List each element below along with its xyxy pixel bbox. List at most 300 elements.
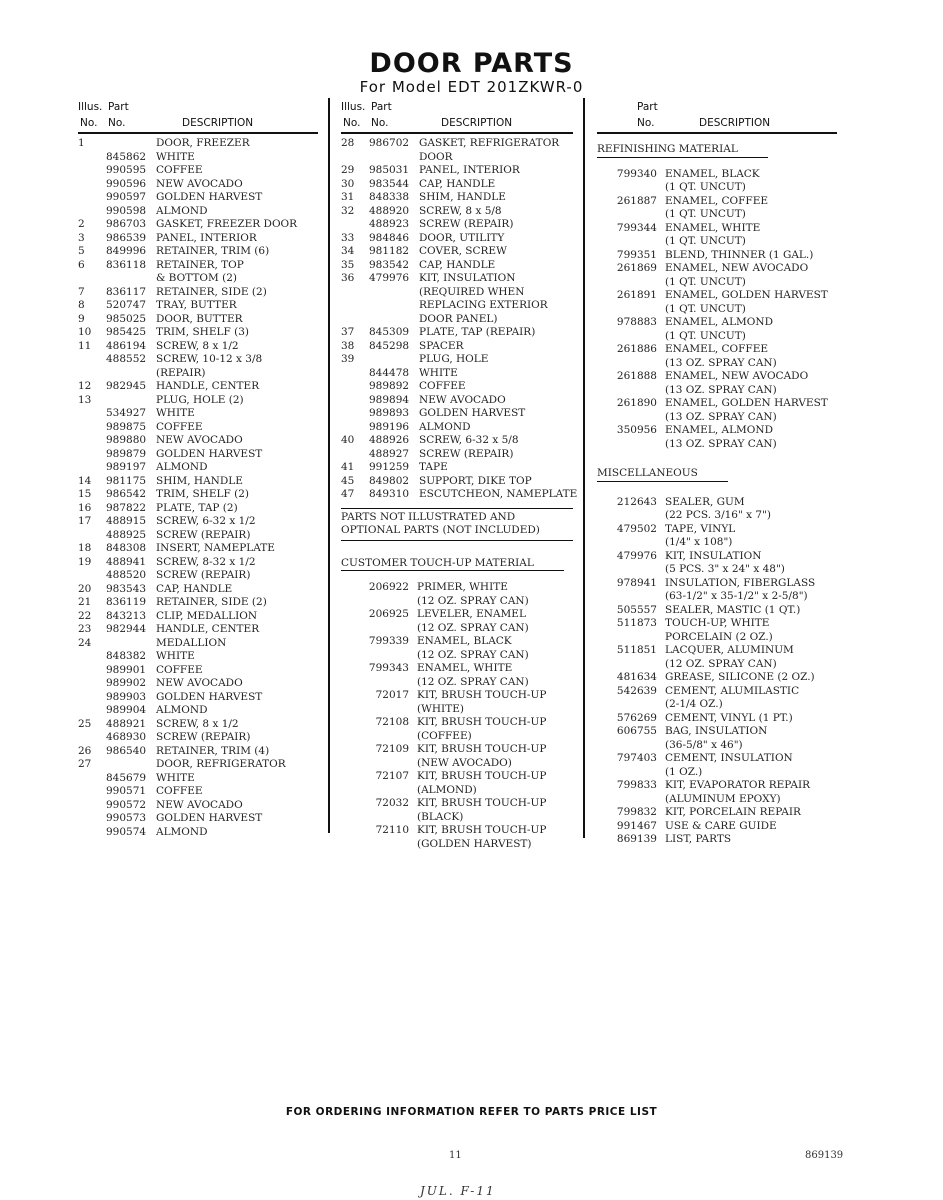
part-description: ENAMEL, BLACK [665, 167, 760, 180]
part-number: 511851 [616, 644, 657, 656]
illus-number [78, 691, 106, 705]
part-number: 989903 [106, 690, 147, 703]
part-description: GREASE, SILICONE (2 OZ.) [665, 671, 815, 683]
model-subtitle: For Model EDT 201ZKWR-0 [359, 78, 584, 96]
illus-number: 8 [78, 299, 85, 311]
table-row [597, 343, 837, 357]
part-number: 869139 [616, 833, 657, 845]
table-row [341, 838, 573, 852]
refinishing-list [597, 168, 837, 452]
table-row [78, 164, 318, 178]
table-row [341, 811, 573, 825]
part-description: LACQUER, ALUMINUM [665, 644, 794, 656]
illus-number [341, 367, 369, 381]
table-row [78, 596, 318, 610]
illus-number [78, 407, 106, 421]
illus-number: 17 [78, 515, 92, 527]
part-number [106, 367, 156, 381]
part-number: 849310 [369, 488, 410, 500]
part-description: (13 OZ. SPRAY CAN) [665, 383, 777, 396]
illus-number: 5 [78, 245, 85, 257]
part-description: ENAMEL, ALMOND [665, 316, 774, 328]
illus-number: 9 [78, 312, 85, 325]
illus-number [78, 151, 106, 165]
part-number [597, 181, 665, 195]
table-row [597, 438, 837, 452]
table-row [78, 502, 318, 516]
table-row [341, 164, 573, 178]
table-row [341, 608, 573, 622]
part-description: LIST, PARTS [665, 833, 732, 845]
table-row [78, 313, 318, 327]
part-description: NEW AVOCADO [156, 677, 243, 689]
illus-number [78, 704, 106, 718]
illus-number: 39 [341, 353, 355, 365]
part-description: (ALMOND) [417, 783, 477, 796]
part-number: 261886 [616, 343, 657, 355]
table-row [597, 249, 837, 263]
touchup-section-heading: CUSTOMER TOUCH-UP MATERIAL [341, 557, 564, 572]
part-number: 982945 [106, 380, 147, 392]
illus-number: 25 [78, 717, 92, 730]
part-number: 990572 [106, 798, 147, 811]
part-description: ENAMEL, BLACK [417, 635, 512, 647]
part-number: 72032 [375, 797, 409, 809]
part-number [341, 784, 417, 798]
part-number [597, 590, 665, 604]
table-row [78, 718, 318, 732]
table-row [597, 644, 837, 658]
part-description: (13 OZ. SPRAY CAN) [665, 410, 777, 423]
illus-number [78, 677, 106, 691]
part-description: DOOR, UTILITY [419, 231, 505, 244]
parts-column-2 [341, 100, 578, 851]
part-description: SCREW, 6-32 x 5/8 [419, 434, 519, 446]
column-header [341, 100, 573, 132]
table-row [341, 286, 573, 300]
part-description: & BOTTOM (2) [156, 272, 237, 284]
part-number [106, 394, 156, 408]
table-row [597, 208, 837, 222]
part-number: 989196 [369, 420, 410, 433]
table-row [341, 716, 573, 730]
column-divider [583, 98, 585, 838]
part-number: 479976 [616, 549, 657, 562]
part-number: 991259 [369, 461, 410, 473]
table-row [341, 421, 573, 435]
illus-number: 16 [78, 501, 92, 514]
part-description: ENAMEL, ALMOND [665, 424, 774, 436]
part-description: CEMENT, INSULATION [665, 752, 793, 764]
part-description: SCREW (REPAIR) [419, 447, 514, 460]
part-description: REPLACING EXTERIOR [419, 299, 548, 311]
ordering-info-note: FOR ORDERING INFORMATION REFER TO PARTS PRICE LIST [285, 1106, 658, 1118]
table-row [341, 689, 573, 703]
part-description: SCREW (REPAIR) [156, 731, 251, 743]
table-row [597, 384, 837, 398]
table-row [341, 662, 573, 676]
illus-number [78, 772, 106, 786]
table-row [597, 590, 837, 604]
part-number [106, 637, 156, 651]
illus-number [78, 367, 106, 381]
touchup-list [341, 581, 573, 851]
part-description: ENAMEL, GOLDEN HARVEST [665, 289, 828, 301]
part-number: 849802 [369, 474, 410, 487]
column-header [597, 100, 837, 132]
part-number: 799344 [616, 221, 657, 234]
table-row [78, 151, 318, 165]
part-description: GOLDEN HARVEST [156, 812, 263, 824]
part-description: KIT, BRUSH TOUCH-UP [417, 824, 547, 836]
part-number: 836117 [106, 285, 147, 298]
part-description: USE & CARE GUIDE [665, 819, 777, 832]
part-description: WHITE [156, 650, 195, 662]
part-number: 991467 [616, 819, 657, 832]
illus-number: 15 [78, 488, 92, 500]
table-row [78, 326, 318, 340]
part-description: COFFEE [156, 164, 203, 176]
table-row [78, 245, 318, 259]
table-row [597, 370, 837, 384]
illus-header-label: Illus. [341, 101, 366, 113]
table-row [341, 313, 573, 327]
parts-column-3 [597, 100, 837, 847]
part-number [597, 208, 665, 222]
part-description: TRAY, BUTTER [156, 299, 237, 311]
table-row [341, 595, 573, 609]
part-number [341, 703, 417, 717]
table-row [597, 779, 837, 793]
table-row [341, 340, 573, 354]
illus-number [341, 407, 369, 421]
table-row [78, 340, 318, 354]
part-description: WHITE [156, 407, 195, 419]
illus-number [341, 151, 369, 165]
part-description: (NEW AVOCADO) [417, 756, 512, 769]
part-number: 488925 [106, 528, 147, 541]
part-description: (BLACK) [417, 810, 464, 823]
part-description: SCREW (REPAIR) [419, 218, 514, 230]
part-number: 981175 [106, 474, 147, 487]
table-row [78, 650, 318, 664]
part-number [341, 595, 417, 609]
part-description: SCREW (REPAIR) [156, 569, 251, 581]
part-description: HANDLE, CENTER [156, 623, 260, 635]
part-number: 261869 [616, 262, 657, 274]
part-number [106, 137, 156, 151]
part-description: GOLDEN HARVEST [419, 407, 526, 419]
part-description: CLIP, MEDALLION [156, 609, 258, 622]
table-row [341, 461, 573, 475]
illus-number: 20 [78, 582, 92, 595]
table-row [597, 563, 837, 577]
table-row [341, 191, 573, 205]
illus-number [78, 272, 106, 286]
table-row [597, 168, 837, 182]
part-number [597, 536, 665, 550]
part-number [597, 698, 665, 712]
illus-header-label: Illus. [78, 101, 103, 113]
illus-number: 22 [78, 609, 92, 622]
illus-number: 40 [341, 434, 355, 446]
part-number [597, 739, 665, 753]
part-number: 479976 [369, 272, 410, 284]
illus-number: 45 [341, 474, 355, 487]
part-description: KIT, BRUSH TOUCH-UP [417, 689, 547, 701]
part-number [369, 151, 419, 165]
part-description: MEDALLION [156, 636, 227, 649]
illus-number [78, 434, 106, 448]
part-number: 72110 [375, 824, 409, 836]
illus-number: 21 [78, 596, 92, 608]
table-row [78, 677, 318, 691]
illus-number: 11 [78, 339, 92, 352]
part-description: NEW AVOCADO [419, 393, 506, 406]
part-description: CAP, HANDLE [156, 582, 233, 595]
part-number: 481634 [616, 671, 657, 683]
part-description: ALMOND [156, 204, 208, 217]
page-number: 11 [449, 1150, 462, 1161]
part-description: (36-5/8" x 46") [665, 738, 743, 751]
part-description: PORCELAIN (2 OZ.) [665, 630, 773, 643]
table-row [78, 610, 318, 624]
table-row [78, 461, 318, 475]
part-number [597, 438, 665, 452]
table-row [597, 685, 837, 699]
illus-number [78, 178, 106, 192]
part-description: SCREW, 8 x 5/8 [419, 204, 502, 217]
part-description: (1 QT. UNCUT) [665, 302, 746, 315]
illus-number [78, 799, 106, 813]
table-row [78, 731, 318, 745]
table-row [597, 806, 837, 820]
table-row [341, 137, 573, 151]
illus-number [78, 650, 106, 664]
description-header: DESCRIPTION [699, 117, 771, 129]
part-description: DOOR [419, 150, 453, 163]
part-description: ENAMEL, GOLDEN HARVEST [665, 397, 828, 409]
illus-number: 23 [78, 623, 92, 635]
part-number: 990598 [106, 204, 147, 217]
part-number [597, 357, 665, 371]
part-description: CEMENT, ALUMILASTIC [665, 684, 800, 697]
part-number: 986703 [106, 218, 147, 230]
table-row [341, 703, 573, 717]
part-description: DOOR, BUTTER [156, 312, 243, 325]
part-description: ENAMEL, NEW AVOCADO [665, 370, 809, 382]
part-number: 983544 [369, 177, 410, 190]
part-number: 983542 [369, 258, 410, 271]
table-row [341, 272, 573, 286]
misc-section-heading: MISCELLANEOUS [597, 467, 728, 482]
table-row [78, 178, 318, 192]
table-row [597, 330, 837, 344]
table-row [341, 299, 573, 313]
part-number: 797403 [616, 752, 657, 764]
part-number: 488926 [369, 434, 410, 446]
part-description: SHIM, HANDLE [419, 191, 506, 203]
table-row [78, 583, 318, 597]
part-number [597, 793, 665, 807]
part-number: 989197 [106, 461, 147, 473]
part-number [597, 276, 665, 290]
part-number: 845309 [369, 326, 410, 338]
part-number [597, 330, 665, 344]
part-description: RETAINER, SIDE (2) [156, 596, 267, 608]
table-row [597, 222, 837, 236]
part-number [369, 313, 419, 327]
part-description: (1 QT. UNCUT) [665, 275, 746, 288]
part-description: TRIM, SHELF (3) [156, 326, 249, 338]
part-description: (REPAIR) [156, 366, 206, 379]
table-row [597, 617, 837, 631]
part-description: LEVELER, ENAMEL [417, 608, 526, 620]
illus-number: 24 [78, 636, 92, 649]
part-description: GOLDEN HARVEST [156, 191, 263, 203]
part-number: 989875 [106, 420, 147, 433]
part-number: 843213 [106, 609, 147, 622]
part-description: (2-1/4 OZ.) [665, 698, 723, 710]
part-number: 799833 [616, 779, 657, 791]
illus-number: 33 [341, 231, 355, 244]
part-description: DOOR, FREEZER [156, 137, 250, 149]
refinishing-section-heading: REFINISHING MATERIAL [597, 143, 768, 158]
illus-number [78, 664, 106, 678]
illus-number [341, 313, 369, 327]
part-number [341, 757, 417, 771]
table-row [78, 637, 318, 651]
part-description: NEW AVOCADO [156, 177, 243, 190]
table-row [597, 671, 837, 685]
part-description: (13 OZ. SPRAY CAN) [665, 356, 777, 369]
part-number: 985025 [106, 312, 147, 325]
column-divider [328, 98, 330, 833]
part-number: 989892 [369, 380, 410, 392]
part-number: 989901 [106, 663, 147, 676]
table-row [78, 299, 318, 313]
part-number: 488915 [106, 515, 147, 527]
part-description: ALMOND [156, 461, 208, 473]
illus-number: 35 [341, 258, 355, 271]
table-row [597, 262, 837, 276]
part-number [597, 658, 665, 672]
illus-number [78, 353, 106, 367]
table-row [341, 151, 573, 165]
table-row [597, 833, 837, 847]
part-number: 978941 [616, 576, 657, 589]
table-row [78, 772, 318, 786]
part-number: 534927 [106, 407, 147, 419]
table-row [341, 178, 573, 192]
part-description: TAPE [419, 461, 448, 473]
part-number: 488923 [369, 218, 410, 230]
part-number: 505557 [616, 603, 657, 616]
part-description: DOOR, REFRIGERATOR [156, 758, 286, 770]
illus-number: 29 [341, 164, 355, 176]
part-no-header: No. [371, 117, 389, 129]
table-row [341, 730, 573, 744]
part-description: BLEND, THINNER (1 GAL.) [665, 248, 814, 261]
part-number: 479502 [616, 522, 657, 535]
part-number: 990596 [106, 177, 147, 190]
table-row [597, 658, 837, 672]
part-number [369, 286, 419, 300]
part-description: PLATE, TAP (2) [156, 501, 238, 514]
table-row [78, 529, 318, 543]
part-number: 836118 [106, 258, 147, 271]
description-header: DESCRIPTION [441, 117, 513, 129]
part-description: SCREW, 8-32 x 1/2 [156, 555, 256, 568]
part-description: (63-1/2" x 35-1/2" x 2-5/8") [665, 590, 808, 602]
table-row [78, 569, 318, 583]
table-row [78, 259, 318, 273]
table-row [78, 448, 318, 462]
table-row [78, 488, 318, 502]
illus-number: 36 [341, 272, 355, 284]
part-description: KIT, PORCELAIN REPAIR [665, 806, 801, 818]
table-row [597, 195, 837, 209]
table-row [597, 820, 837, 834]
illus-number: 19 [78, 555, 92, 568]
part-number: 848308 [106, 542, 147, 554]
part-number: 488552 [106, 353, 147, 365]
part-number: 983543 [106, 582, 147, 595]
part-description: (1/4" x 108") [665, 536, 733, 548]
part-description: ALMOND [156, 825, 208, 838]
part-description: CEMENT, VINYL (1 PT.) [665, 711, 793, 724]
illus-no-header: No. [80, 117, 98, 129]
table-row [341, 676, 573, 690]
table-row [341, 635, 573, 649]
illus-number: 7 [78, 285, 85, 298]
illus-number [78, 569, 106, 583]
part-number: 511873 [616, 617, 657, 629]
table-row [597, 698, 837, 712]
part-description: INSERT, NAMEPLATE [156, 542, 275, 554]
table-row [341, 448, 573, 462]
parts-list [341, 137, 578, 502]
part-number [341, 730, 417, 744]
illus-number [78, 731, 106, 745]
illus-number: 10 [78, 326, 92, 338]
part-header-label: Part [108, 101, 129, 113]
part-description: RETAINER, SIDE (2) [156, 285, 267, 298]
illus-number: 2 [78, 218, 85, 230]
part-number: 72108 [375, 716, 409, 728]
part-description: PLUG, HOLE (2) [156, 393, 244, 406]
part-description: GOLDEN HARVEST [156, 447, 263, 460]
part-description: COFFEE [419, 380, 466, 392]
illus-number: 30 [341, 177, 355, 190]
illus-number [341, 218, 369, 232]
illus-number: 26 [78, 744, 92, 757]
part-description: SCREW, 8 x 1/2 [156, 717, 239, 730]
part-description: ENAMEL, NEW AVOCADO [665, 262, 809, 274]
illus-number: 32 [341, 204, 355, 217]
part-description: PLATE, TAP (REPAIR) [419, 326, 536, 338]
part-description: COFFEE [156, 663, 203, 676]
part-description: SUPPORT, DIKE TOP [419, 474, 532, 487]
part-description: PLUG, HOLE [419, 353, 489, 365]
part-no-header: No. [637, 117, 655, 129]
part-header-label: Part [371, 101, 392, 113]
illus-number: 3 [78, 231, 85, 244]
part-number: 848338 [369, 191, 410, 203]
part-number: 488927 [369, 447, 410, 460]
part-description: SEALER, GUM [665, 495, 745, 508]
table-row [597, 509, 837, 523]
